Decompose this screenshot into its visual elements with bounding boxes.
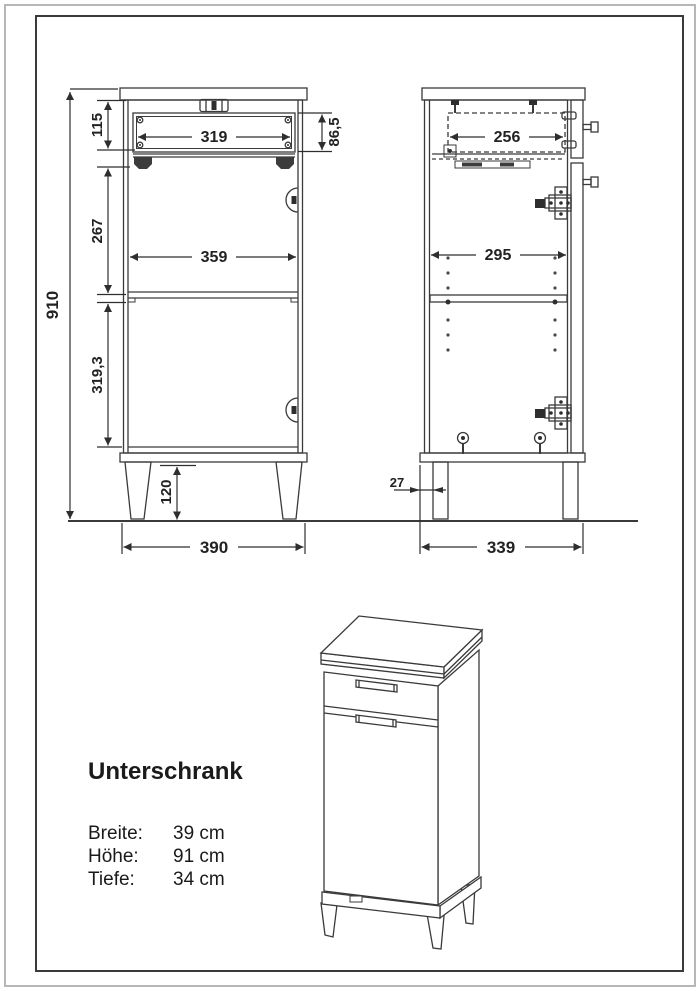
- svg-text:910: 910: [43, 290, 62, 320]
- side-top-panel: [422, 88, 585, 100]
- svg-text:295: 295: [484, 247, 512, 264]
- side-drawer-slide: [432, 154, 565, 168]
- side-carcass: [425, 100, 568, 453]
- iso-leg-front-left: [321, 903, 337, 937]
- product-info: [88, 758, 328, 891]
- iso-front-face: [324, 672, 438, 905]
- front-carcass: [124, 100, 303, 453]
- dim-total-width: [122, 523, 305, 557]
- svg-text:27: 27: [389, 475, 405, 490]
- side-view: [420, 88, 598, 519]
- front-hinge-top: [286, 188, 298, 212]
- iso-plinth-notch: [350, 896, 362, 902]
- front-plinth: [120, 453, 307, 462]
- front-right-leg: [276, 462, 302, 519]
- spec-label-tiefe: Tiefe:: [88, 869, 135, 890]
- dim-foot-setback: [390, 475, 446, 493]
- svg-text:359: 359: [200, 249, 228, 266]
- dim-total-height: [43, 89, 118, 519]
- side-front-leg: [563, 462, 578, 519]
- svg-text:319: 319: [200, 129, 228, 146]
- svg-text:120: 120: [158, 479, 175, 505]
- drawer-handle-knob: [583, 122, 598, 132]
- side-drawer-bracket: [444, 145, 456, 157]
- side-hinge-top: [535, 187, 571, 219]
- svg-text:390: 390: [199, 538, 229, 557]
- svg-text:256: 256: [493, 129, 521, 146]
- side-drawer-front: [571, 100, 583, 158]
- spec-label-hoehe: Höhe:: [88, 846, 139, 867]
- svg-text:319,3: 319,3: [89, 356, 106, 394]
- side-hinge-bottom: [535, 397, 571, 429]
- side-top-screws: [451, 100, 537, 113]
- side-foot-screws: [458, 433, 546, 455]
- side-view-dimensions: [390, 128, 583, 557]
- spec-row-hoehe: [88, 845, 328, 868]
- spec-value-hoehe: 91 cm: [173, 846, 225, 867]
- spec-value-breite: 39 cm: [173, 823, 225, 844]
- side-plinth: [420, 453, 585, 462]
- product-title: Unterschrank: [88, 758, 243, 785]
- spec-label-breite: Breite:: [88, 823, 143, 844]
- side-door: [571, 163, 583, 453]
- dim-inner-width: [130, 248, 296, 266]
- iso-leg-front-right: [427, 914, 444, 949]
- side-shelf: [430, 295, 567, 305]
- svg-text:267: 267: [89, 218, 106, 244]
- front-view: [120, 88, 307, 519]
- iso-view: [321, 616, 482, 949]
- rail-bracket: [200, 100, 228, 112]
- dim-foot-height: [158, 466, 196, 520]
- front-left-leg: [125, 462, 151, 519]
- front-hinge-bottom: [286, 398, 298, 422]
- dim-drawer-inner-depth: [450, 128, 563, 146]
- spec-row-breite: [88, 822, 328, 845]
- spec-value-tiefe: 34 cm: [173, 869, 225, 890]
- dim-drawer-front-height: [298, 113, 343, 152]
- front-shelf: [128, 292, 298, 302]
- dim-drawer-opening-width: [138, 128, 290, 146]
- front-top-panel: [120, 88, 307, 100]
- front-drawer-slides: [133, 154, 295, 169]
- svg-text:339: 339: [486, 538, 516, 557]
- drawer-handle-screw-2: [562, 141, 576, 148]
- door-handle-knob: [583, 177, 598, 187]
- svg-text:115: 115: [89, 112, 106, 138]
- shelf-pin-holes: [446, 256, 556, 351]
- iso-side-face: [438, 650, 479, 905]
- dim-lower-inner-height: [89, 303, 126, 448]
- spec-row-tiefe: [88, 868, 328, 891]
- svg-text:86,5: 86,5: [326, 117, 343, 147]
- dim-total-depth: [420, 465, 583, 557]
- dim-inner-depth: [431, 246, 566, 264]
